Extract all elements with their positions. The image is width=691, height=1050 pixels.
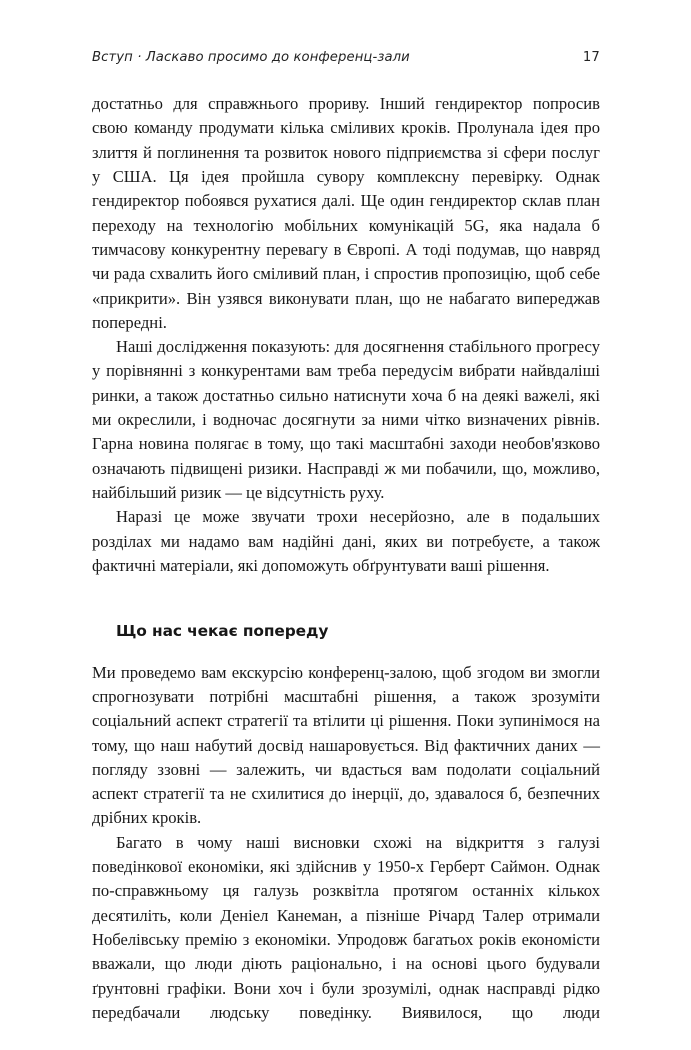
- paragraph: Наразі це може звучати трохи несерйозно, але в подальших розділах ми надамо вам надійні дані, яких ви потребуєте, а також фактичні матеріали, які допоможуть обґрунтувати ваші рішення.: [92, 507, 600, 575]
- spacer: [92, 644, 600, 661]
- paragraph: достатньо для справжнього прориву. Інший гендиректор попросив свою команду продумати кілька сміливих кроків. Пролунала ідея про злиття й поглинення та розвиток нового підприємства зі сфери послуг у США. Ця ідея пройшла сувору комплексну перевірку. Однак гендиректор побоявся рухатися далі. Ще один гендиректор склав план переходу на технологію мобільних комунікацій 5G, яка надала б тимчасову конкурентну перевагу в Європі. А тоді подумав, що навряд чи рада схвалить його сміливий план, і спростив пропозицію, щоб себе «прикрити». Він узявся виконувати план, що не набагато випереджав попередні.: [92, 94, 600, 332]
- running-header: [92, 50, 600, 72]
- text-block: [92, 92, 600, 1050]
- section-heading: Що нас чекає попереду: [116, 622, 329, 641]
- paragraph: Багато в чому наші висновки схожі на відкриття з галузі поведінкової економіки, які здійснив у 1950-х Герберт Саймон. Однак по-справжньому ця галузь розквітла протягом останніх кількох десятиліть, коли Деніел Канеман, а пізніше Річард Талер отримали Нобелівську премію з економіки. Упродовж багатьох років економісти вважали, що люди діють раціонально, і на основі цього будували ґрунтовні графіки. Вони хоч і були зрозумілі, однак насправді рідко передбачали людську поведінку. Виявилося, що люди: [92, 832, 600, 1022]
- spacer: [92, 578, 600, 619]
- page-number: 17: [582, 50, 600, 65]
- running-header-title: Вступ · Ласкаво просимо до конференц-зали: [92, 50, 410, 65]
- paragraph: Наші дослідження показують: для досягнення стабільного прогресу у порівнянні з конкурентами вам треба передусім вибрати найвдаліші ринки, а також достатньо сильно натиснути хоча б на деякі важелі, які ми окреслили, і водночас досягнути за ними чітко визначених рівнів. Гарна новина полягає в тому, що такі масштабні заходи необов'язково означають підвищені ризики. Насправді ж ми побачили, що, можливо, найбільший ризик — це відсутність руху.: [92, 337, 600, 502]
- paragraph: Ми проведемо вам екскурсію конференц-залою, щоб згодом ви змогли спрогнозувати потрібні масштабні рішення, а також зрозуміти соціальний аспект стратегії та втілити ці рішення. Поки зупинімося на тому, що наш набутий досвід нашаровується. Від фактичних даних — погляду ззовні — залежить, чи вдасться вам подолати соціальний аспект стратегії та не схилитися до інерції, до, здавалося б, безпечних дрібних кроків.: [92, 662, 600, 828]
